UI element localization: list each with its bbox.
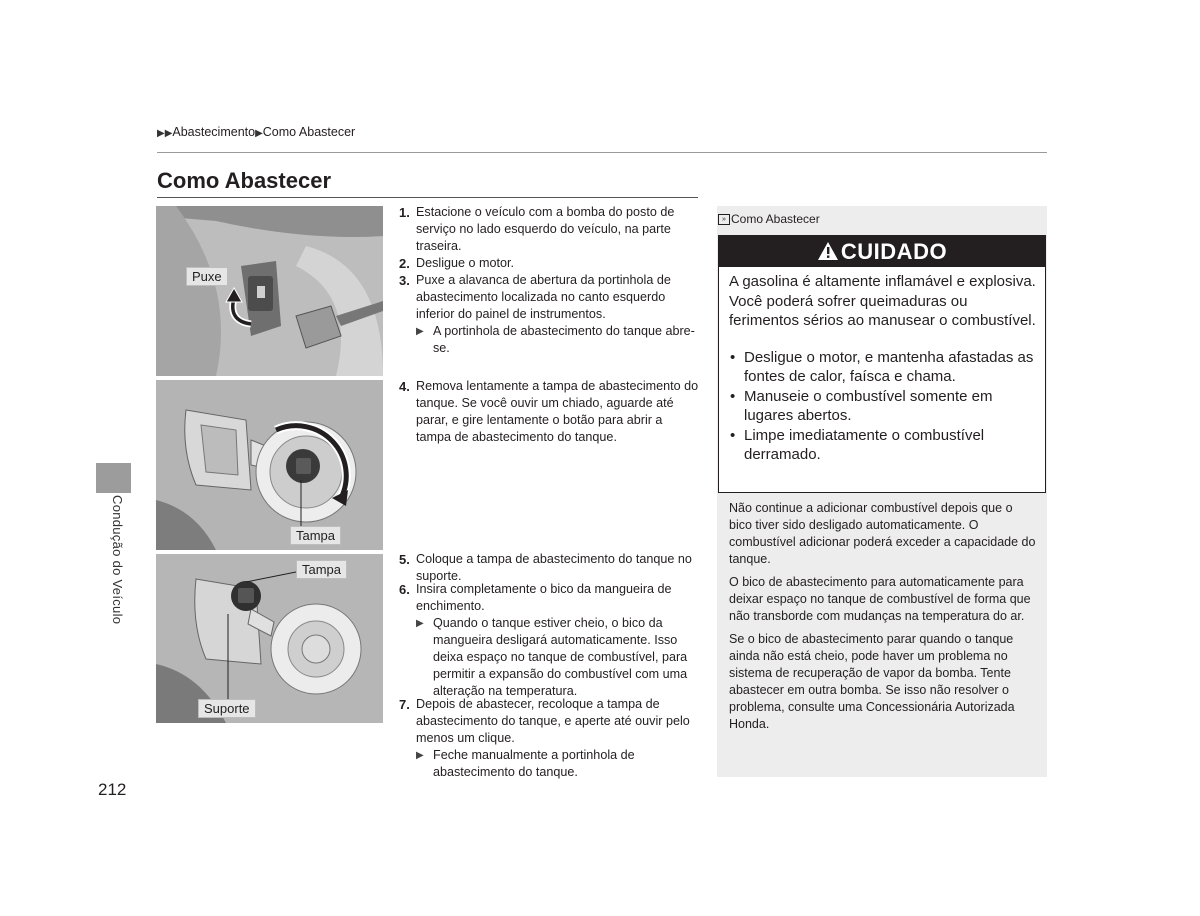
caution-item-text: Limpe imediatamente o combustível derramado. bbox=[744, 426, 985, 463]
bullet-icon: • bbox=[730, 387, 736, 405]
caution-item-text: Manuseie o combustível somente em lugares abertos. bbox=[744, 387, 993, 424]
fuel-cap-holder-illustration bbox=[156, 554, 383, 723]
caution-box bbox=[718, 235, 1046, 493]
section-side-label: Condução do Veículo bbox=[110, 495, 125, 625]
bullet-icon: • bbox=[730, 348, 736, 366]
caution-list bbox=[729, 348, 1039, 465]
section-tab-marker bbox=[96, 463, 131, 493]
step-number: 1. bbox=[399, 205, 410, 220]
step-1 bbox=[399, 204, 699, 255]
breadcrumb-arrow-icon: ▶▶ bbox=[157, 128, 173, 139]
substep-text: Quando o tanque estiver cheio, o bico da mangueira desligará automaticamente. Isso deixa espaço no tanque de combustível, para permitir a expansão do combustível com uma alteração na temperatura. bbox=[433, 616, 688, 698]
bullet-icon: • bbox=[730, 426, 736, 444]
caution-title: CUIDADO bbox=[840, 239, 948, 264]
substep-text: A portinhola de abastecimento do tanque abre-se. bbox=[433, 324, 695, 355]
fuel-cap-removal-drawing bbox=[156, 380, 383, 550]
page-title: Como Abastecer bbox=[157, 168, 332, 193]
notes-heading bbox=[718, 212, 820, 226]
step-5 bbox=[399, 551, 699, 585]
step-number: 5. bbox=[399, 552, 410, 567]
step-text: Depois de abastecer, recoloque a tampa de abastecimento do tanque, e aperte até ouvir pelo menos um clique. bbox=[416, 697, 690, 745]
image-label-puxe: Puxe bbox=[186, 267, 228, 286]
breadcrumb bbox=[157, 125, 355, 139]
step-6 bbox=[399, 581, 699, 700]
caution-list-item bbox=[729, 348, 1039, 387]
reference-icon: » bbox=[718, 214, 730, 225]
substep-arrow-icon: ▶ bbox=[416, 326, 424, 337]
step-substep bbox=[416, 747, 699, 781]
fuel-door-lever-illustration bbox=[156, 206, 383, 376]
caution-header bbox=[719, 236, 1045, 267]
step-number: 3. bbox=[399, 273, 410, 288]
notes-text bbox=[729, 500, 1037, 739]
caution-item-text: Desligue o motor, e mantenha afastadas as fontes de calor, faísca e chama. bbox=[744, 348, 1034, 385]
step-text: Desligue o motor. bbox=[416, 256, 515, 270]
caution-list-item bbox=[729, 426, 1039, 465]
step-number: 6. bbox=[399, 582, 410, 597]
substep-arrow-icon: ▶ bbox=[416, 618, 424, 629]
fuel-cap-holder-drawing bbox=[156, 554, 383, 723]
fuel-door-lever-drawing bbox=[156, 206, 383, 376]
step-7 bbox=[399, 696, 699, 781]
caution-text: A gasolina é altamente inflamável e explosiva. Você poderá sofrer queimaduras ou ferimentos sérios ao manusear o combustível. bbox=[729, 273, 1036, 329]
note-paragraph: Não continue a adicionar combustível depois que o bico tiver sido desligado automaticamente. O combustível adicionar poderá exceder a capacidade do tanque. bbox=[729, 501, 1036, 566]
note-paragraph: Se o bico de abastecimento parar quando o tanque ainda não está cheio, pode haver um problema no sistema de recuperação de vapor da bomba. Tente abastecer em outra bomba. Se isso não resolver o problema, consulte uma Concessionária Autorizada Honda. bbox=[729, 632, 1015, 731]
step-number: 7. bbox=[399, 697, 410, 712]
step-text: Puxe a alavanca de abertura da portinhola de abastecimento localizada no canto esquerdo inferior do painel de instrumentos. bbox=[416, 273, 671, 321]
image-label-tampa-2: Tampa bbox=[296, 560, 347, 579]
step-text: Insira completamente o bico da mangueira de enchimento. bbox=[416, 582, 672, 613]
step-3 bbox=[399, 272, 699, 357]
notes-heading-text: Como Abastecer bbox=[731, 212, 820, 226]
page-number: 212 bbox=[98, 780, 127, 799]
note-paragraph: O bico de abastecimento para automaticamente para deixar espaço no tanque de combustível de forma que não transborde com mudanças na temperatura do ar. bbox=[729, 575, 1031, 623]
substep-arrow-icon: ▶ bbox=[416, 750, 424, 761]
breadcrumb-separator-icon: ▶ bbox=[255, 128, 263, 139]
caution-body bbox=[729, 272, 1039, 465]
image-label-suporte: Suporte bbox=[198, 699, 256, 718]
breadcrumb-item-abastecimento[interactable]: Abastecimento bbox=[172, 125, 256, 139]
step-substep bbox=[416, 323, 699, 357]
caution-list-item bbox=[729, 387, 1039, 426]
step-number: 2. bbox=[399, 256, 410, 271]
breadcrumb-item-como-abastecer[interactable]: Como Abastecer bbox=[262, 125, 356, 139]
step-substep bbox=[416, 615, 699, 700]
fuel-cap-removal-illustration bbox=[156, 380, 383, 550]
step-text: Remova lentamente a tampa de abastecimento do tanque. Se você ouvir um chiado, aguarde até parar, e gire lentamente o botão para abrir a tampa de abastecimento do tanque. bbox=[416, 379, 699, 444]
step-text: Coloque a tampa de abastecimento do tanque no suporte. bbox=[416, 552, 692, 583]
step-4 bbox=[399, 378, 699, 446]
header-divider bbox=[157, 152, 1047, 153]
title-divider bbox=[157, 197, 698, 198]
step-number: 4. bbox=[399, 379, 410, 394]
step-text: Estacione o veículo com a bomba do posto de serviço no lado esquerdo do veículo, na parte traseira. bbox=[416, 205, 675, 253]
step-2 bbox=[399, 255, 699, 272]
image-label-tampa: Tampa bbox=[290, 526, 341, 545]
substep-text: Feche manualmente a portinhola de abastecimento do tanque. bbox=[433, 748, 635, 779]
warning-triangle-icon bbox=[817, 241, 839, 261]
